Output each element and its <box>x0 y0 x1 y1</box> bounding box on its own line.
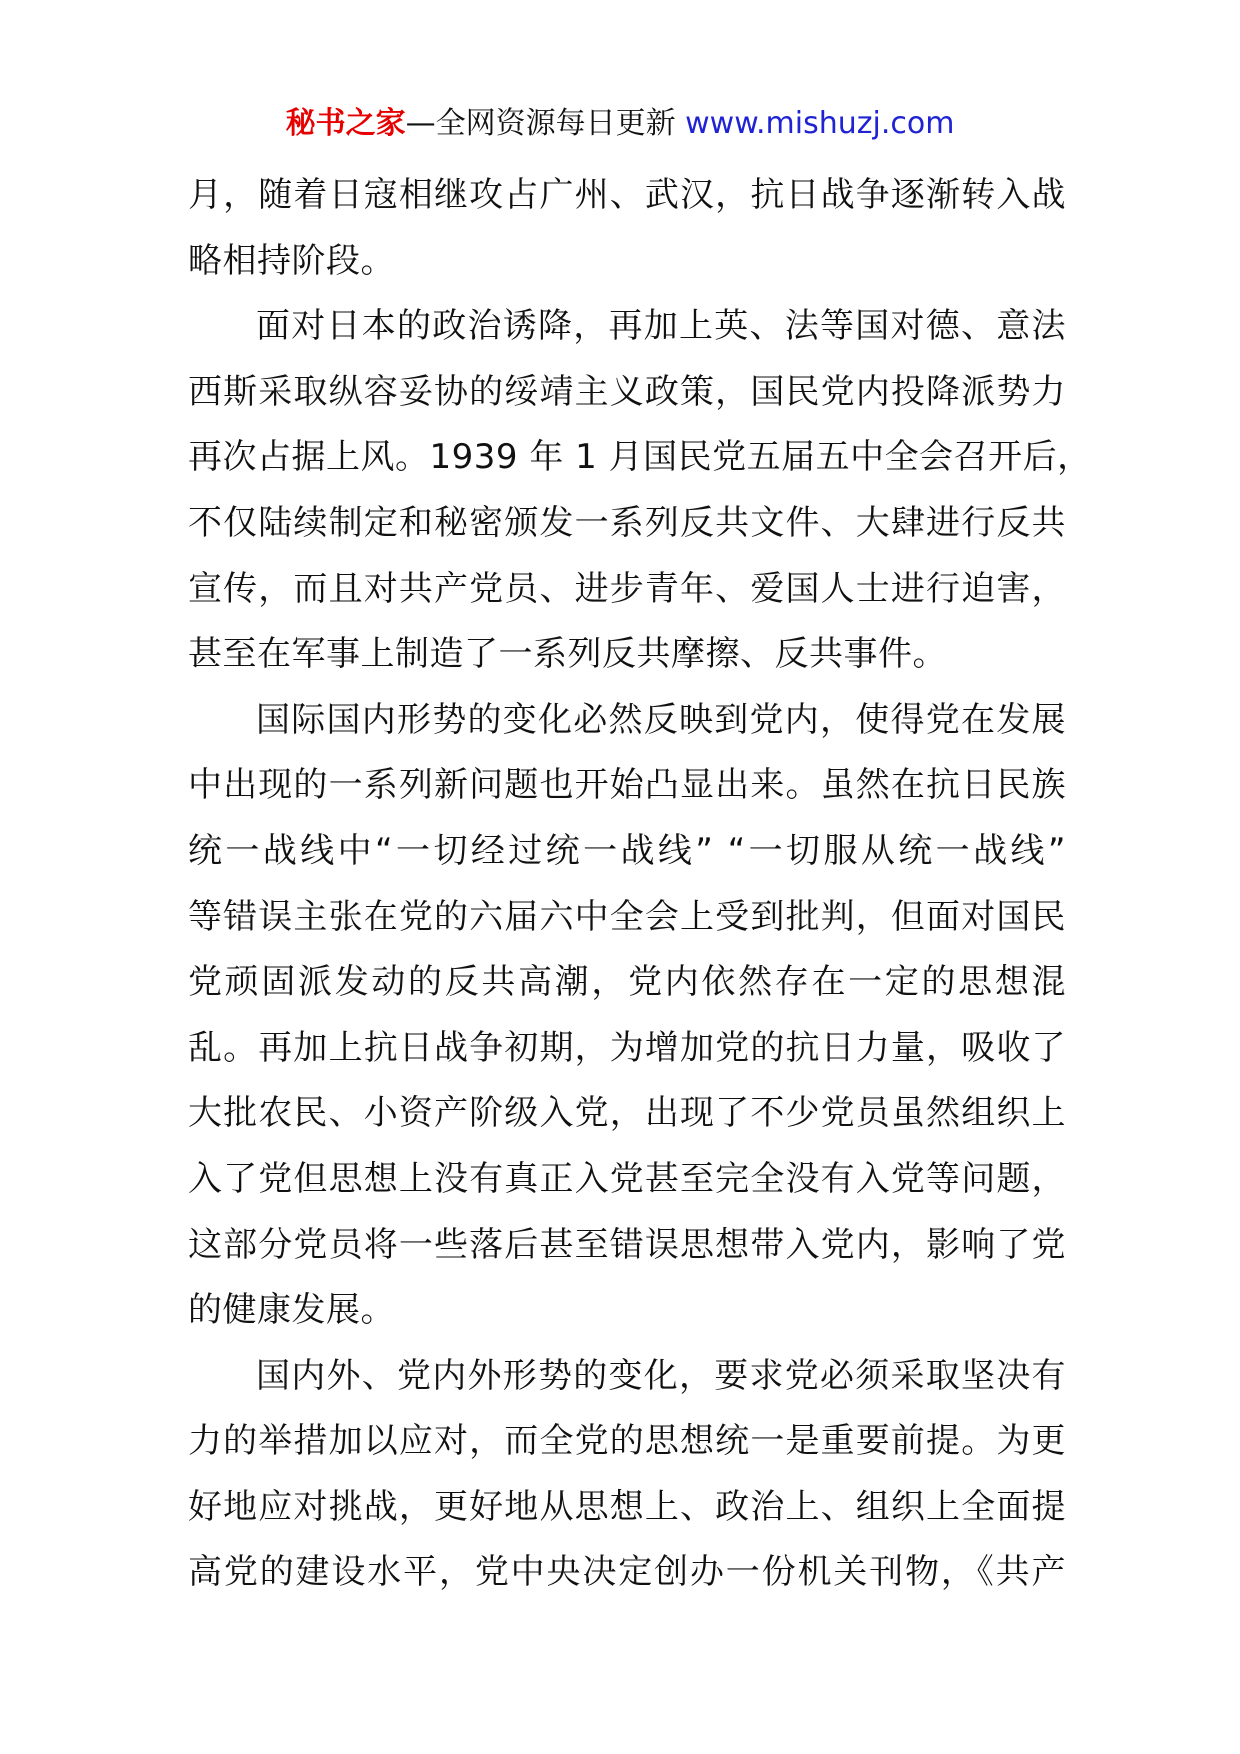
text-line: 宣传，而且对共产党员、进步青年、爱国人士进行迫害， <box>188 568 1066 609</box>
text-line: 乱。再加上抗日战争初期，为增加党的抗日力量，吸收了 <box>188 1027 1066 1068</box>
text-line: 这部分党员将一些落后甚至错误思想带入党内，影响了党 <box>188 1224 1066 1265</box>
site-url-link[interactable]: www.mishuzj.com <box>685 106 955 141</box>
text-line: 等错误主张在党的六届六中全会上受到批判，但面对国民 <box>188 896 1066 937</box>
text-line: 再次占据上风。1939 年 1 月国民党五届五中全会召开后， <box>188 437 1092 478</box>
text-line: 党顽固派发动的反共高潮，党内依然存在一定的思想混 <box>188 962 1066 1003</box>
text-line: 好地应对挑战，更好地从思想上、政治上、组织上全面提 <box>188 1486 1066 1527</box>
text-line: 大批农民、小资产阶级入党，出现了不少党员虽然组织上 <box>188 1093 1066 1134</box>
text-line: 国际国内形势的变化必然反映到党内，使得党在发展 <box>256 699 1066 740</box>
text-line: 西斯采取纵容妥协的绥靖主义政策，国民党内投降派势力 <box>188 371 1066 412</box>
text-line: 中出现的一系列新问题也开始凸显出来。虽然在抗日民族 <box>188 765 1066 806</box>
text-line: 略相持阶段。 <box>188 240 395 281</box>
text-line: 入了党但思想上没有真正入党甚至完全没有入党等问题， <box>188 1158 1066 1199</box>
body-text <box>188 163 1092 1606</box>
text-line: 面对日本的政治诱降，再加上英、法等国对德、意法 <box>256 306 1066 347</box>
text-line: 统一战线中“一切经过统一战线” “一切服从统一战线” <box>188 830 1066 871</box>
brand-name: 秘书之家 <box>285 106 406 141</box>
text-line: 月，随着日寇相继攻占广州、武汉，抗日战争逐渐转入战 <box>188 175 1066 215</box>
text-line: 高党的建设水平，党中央决定创办一份机关刊物，《共产 <box>188 1552 1066 1593</box>
text-line: 的健康发展。 <box>188 1290 395 1331</box>
text-line: 甚至在军事上制造了一系列反共摩擦、反共事件。 <box>188 634 947 675</box>
header-tagline: —全网资源每日更新 <box>405 106 686 141</box>
page-header <box>0 102 1240 146</box>
text-line: 国内外、党内外形势的变化，要求党必须采取坚决有 <box>256 1355 1066 1396</box>
text-line: 力的举措加以应对，而全党的思想统一是重要前提。为更 <box>188 1421 1066 1462</box>
text-line: 不仅陆续制定和秘密颁发一系列反共文件、大肆进行反共 <box>188 502 1066 543</box>
